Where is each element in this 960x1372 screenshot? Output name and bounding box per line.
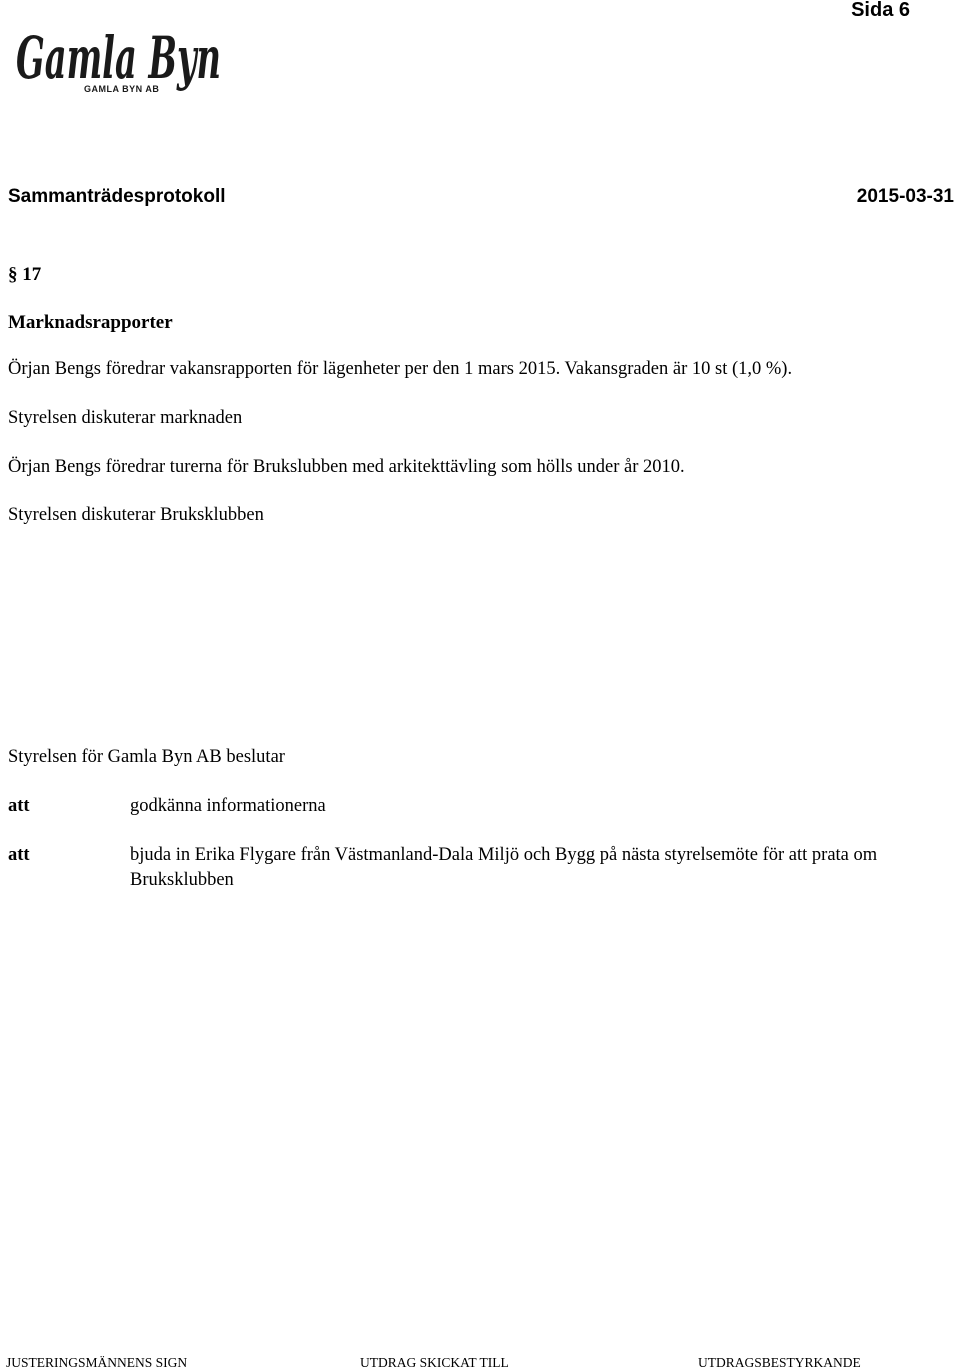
paragraph-bruksklubben-discussion: Styrelsen diskuterar Bruksklubben xyxy=(8,505,264,525)
document-title: Sammanträdesprotokoll xyxy=(8,186,226,207)
logo-script-text: Gamla Byn xyxy=(16,24,221,92)
paragraph-vacancy-report: Örjan Bengs föredrar vakansrapporten för lägenheter per den 1 mars 2015. Vakansgraden är 10 st (1,0 %). xyxy=(8,359,793,379)
resolution-item-label: att xyxy=(8,796,30,816)
footer-extract-sent-to: UTDRAG SKICKAT TILL xyxy=(360,1355,509,1370)
resolution-intro: Styrelsen för Gamla Byn AB beslutar xyxy=(8,747,285,767)
resolution-item-text: godkänna informationerna xyxy=(130,796,326,816)
page-number: Sida 6 xyxy=(851,0,910,21)
company-logo xyxy=(12,20,227,100)
footer-adjusters-signature: JUSTERINGSMÄNNENS SIGN xyxy=(6,1355,188,1370)
logo-graphic xyxy=(12,20,227,100)
resolution-item-text: bjuda in Erika Flygare från Västmanland-Dala Miljö och Bygg på nästa styrelsemöte för att prata om Bruksklubben xyxy=(130,845,878,890)
section-number: § 17 xyxy=(8,264,42,285)
paragraph-bruksklubben-report: Örjan Bengs föredrar turerna för Brukslubben med arkitekttävling som hölls under år 2010. xyxy=(8,457,685,477)
paragraph-market-discussion: Styrelsen diskuterar marknaden xyxy=(8,408,243,428)
section-title: Marknadsrapporter xyxy=(8,312,173,333)
document-date: 2015-03-31 xyxy=(856,186,954,207)
logo-caption: GAMLA BYN AB xyxy=(84,84,160,94)
resolution-item-label: att xyxy=(8,845,30,865)
footer-extract-certification: UTDRAGSBESTYRKANDE xyxy=(698,1355,861,1370)
document-header xyxy=(8,186,954,208)
